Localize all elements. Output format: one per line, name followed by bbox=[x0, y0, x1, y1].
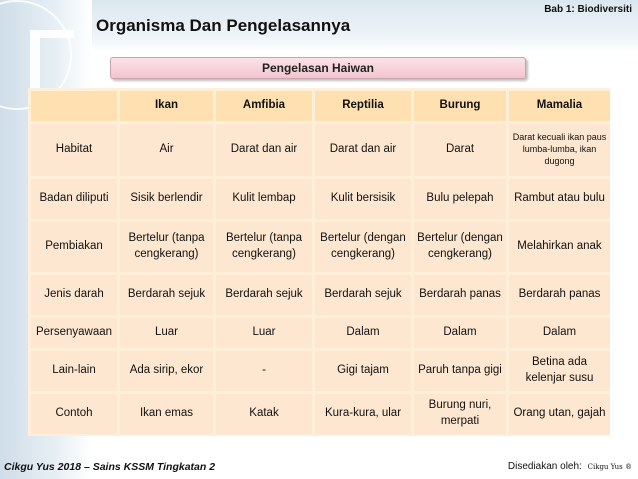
table-cell: Dalam bbox=[315, 318, 411, 348]
table-row bbox=[31, 394, 610, 434]
row-label: Habitat bbox=[31, 124, 117, 176]
table-cell: Berdarah sejuk bbox=[216, 275, 312, 315]
table-cell: Sisik berlendir bbox=[120, 179, 213, 219]
table-row bbox=[31, 124, 610, 176]
footer-credit: Cikgu Yus 2018 – Sains KSSM Tingkatan 2 bbox=[4, 461, 216, 473]
column-header: Reptilia bbox=[315, 91, 411, 121]
table-cell: Betina ada kelenjar susu bbox=[509, 351, 610, 391]
section-banner: Pengelasan Haiwan bbox=[110, 57, 526, 79]
table-row bbox=[31, 275, 610, 315]
table-row bbox=[31, 179, 610, 219]
table-row bbox=[31, 222, 610, 272]
decorative-logo-stroke-top bbox=[30, 30, 74, 38]
footer-author-signature: Cikgu Yus ® bbox=[587, 463, 632, 471]
column-header: Amfibia bbox=[216, 91, 312, 121]
table-header-row bbox=[31, 91, 610, 121]
table-cell: Berdarah panas bbox=[414, 275, 506, 315]
column-header: Burung bbox=[414, 91, 506, 121]
table-cell: Paruh tanpa gigi bbox=[414, 351, 506, 391]
table-cell: Kura-kura, ular bbox=[315, 394, 411, 434]
column-header bbox=[31, 91, 117, 121]
table-cell: Ada sirip, ekor bbox=[120, 351, 213, 391]
table-cell: Orang utan, gajah bbox=[509, 394, 610, 434]
table-cell: Luar bbox=[120, 318, 213, 348]
row-label: Pembiakan bbox=[31, 222, 117, 272]
row-label: Jenis darah bbox=[31, 275, 117, 315]
chapter-label: Bab 1: Biodiversiti bbox=[544, 4, 632, 15]
table-cell: Bulu pelepah bbox=[414, 179, 506, 219]
footer-author-prefix: Disediakan oleh: bbox=[507, 461, 582, 472]
table-row bbox=[31, 351, 610, 391]
table-cell: Darat dan air bbox=[315, 124, 411, 176]
table-cell: Kulit bersisik bbox=[315, 179, 411, 219]
table-cell: Bertelur (dengan cengkerang) bbox=[414, 222, 506, 272]
table-cell: Katak bbox=[216, 394, 312, 434]
row-label: Persenyawaan bbox=[31, 318, 117, 348]
table-cell: Dalam bbox=[414, 318, 506, 348]
classification-table-wrapper bbox=[28, 88, 610, 436]
table-cell: Air bbox=[120, 124, 213, 176]
table-cell: - bbox=[216, 351, 312, 391]
table-row bbox=[31, 318, 610, 348]
table-cell: Kulit lembap bbox=[216, 179, 312, 219]
column-header: Ikan bbox=[120, 91, 213, 121]
table-cell: Bertelur (dengan cengkerang) bbox=[315, 222, 411, 272]
table-cell: Darat kecuali ikan paus lumba-lumba, ikan dugong bbox=[509, 124, 610, 176]
table-cell: Luar bbox=[216, 318, 312, 348]
table-cell: Berdarah panas bbox=[509, 275, 610, 315]
table-cell: Melahirkan anak bbox=[509, 222, 610, 272]
table-cell: Berdarah sejuk bbox=[120, 275, 213, 315]
row-label: Contoh bbox=[31, 394, 117, 434]
classification-table bbox=[28, 88, 613, 437]
table-cell: Bertelur (tanpa cengkerang) bbox=[216, 222, 312, 272]
table-cell: Burung nuri, merpati bbox=[414, 394, 506, 434]
table-cell: Rambut atau bulu bbox=[509, 179, 610, 219]
footer-author bbox=[508, 461, 632, 472]
table-cell: Darat bbox=[414, 124, 506, 176]
table-cell: Bertelur (tanpa cengkerang) bbox=[120, 222, 213, 272]
table-cell: Dalam bbox=[509, 318, 610, 348]
table-cell: Berdarah sejuk bbox=[315, 275, 411, 315]
page-title: Organisma Dan Pengelasannya bbox=[96, 16, 351, 35]
row-label: Badan diliputi bbox=[31, 179, 117, 219]
table-cell: Ikan emas bbox=[120, 394, 213, 434]
table-cell: Gigi tajam bbox=[315, 351, 411, 391]
column-header: Mamalia bbox=[509, 91, 610, 121]
row-label: Lain-lain bbox=[31, 351, 117, 391]
table-cell: Darat dan air bbox=[216, 124, 312, 176]
